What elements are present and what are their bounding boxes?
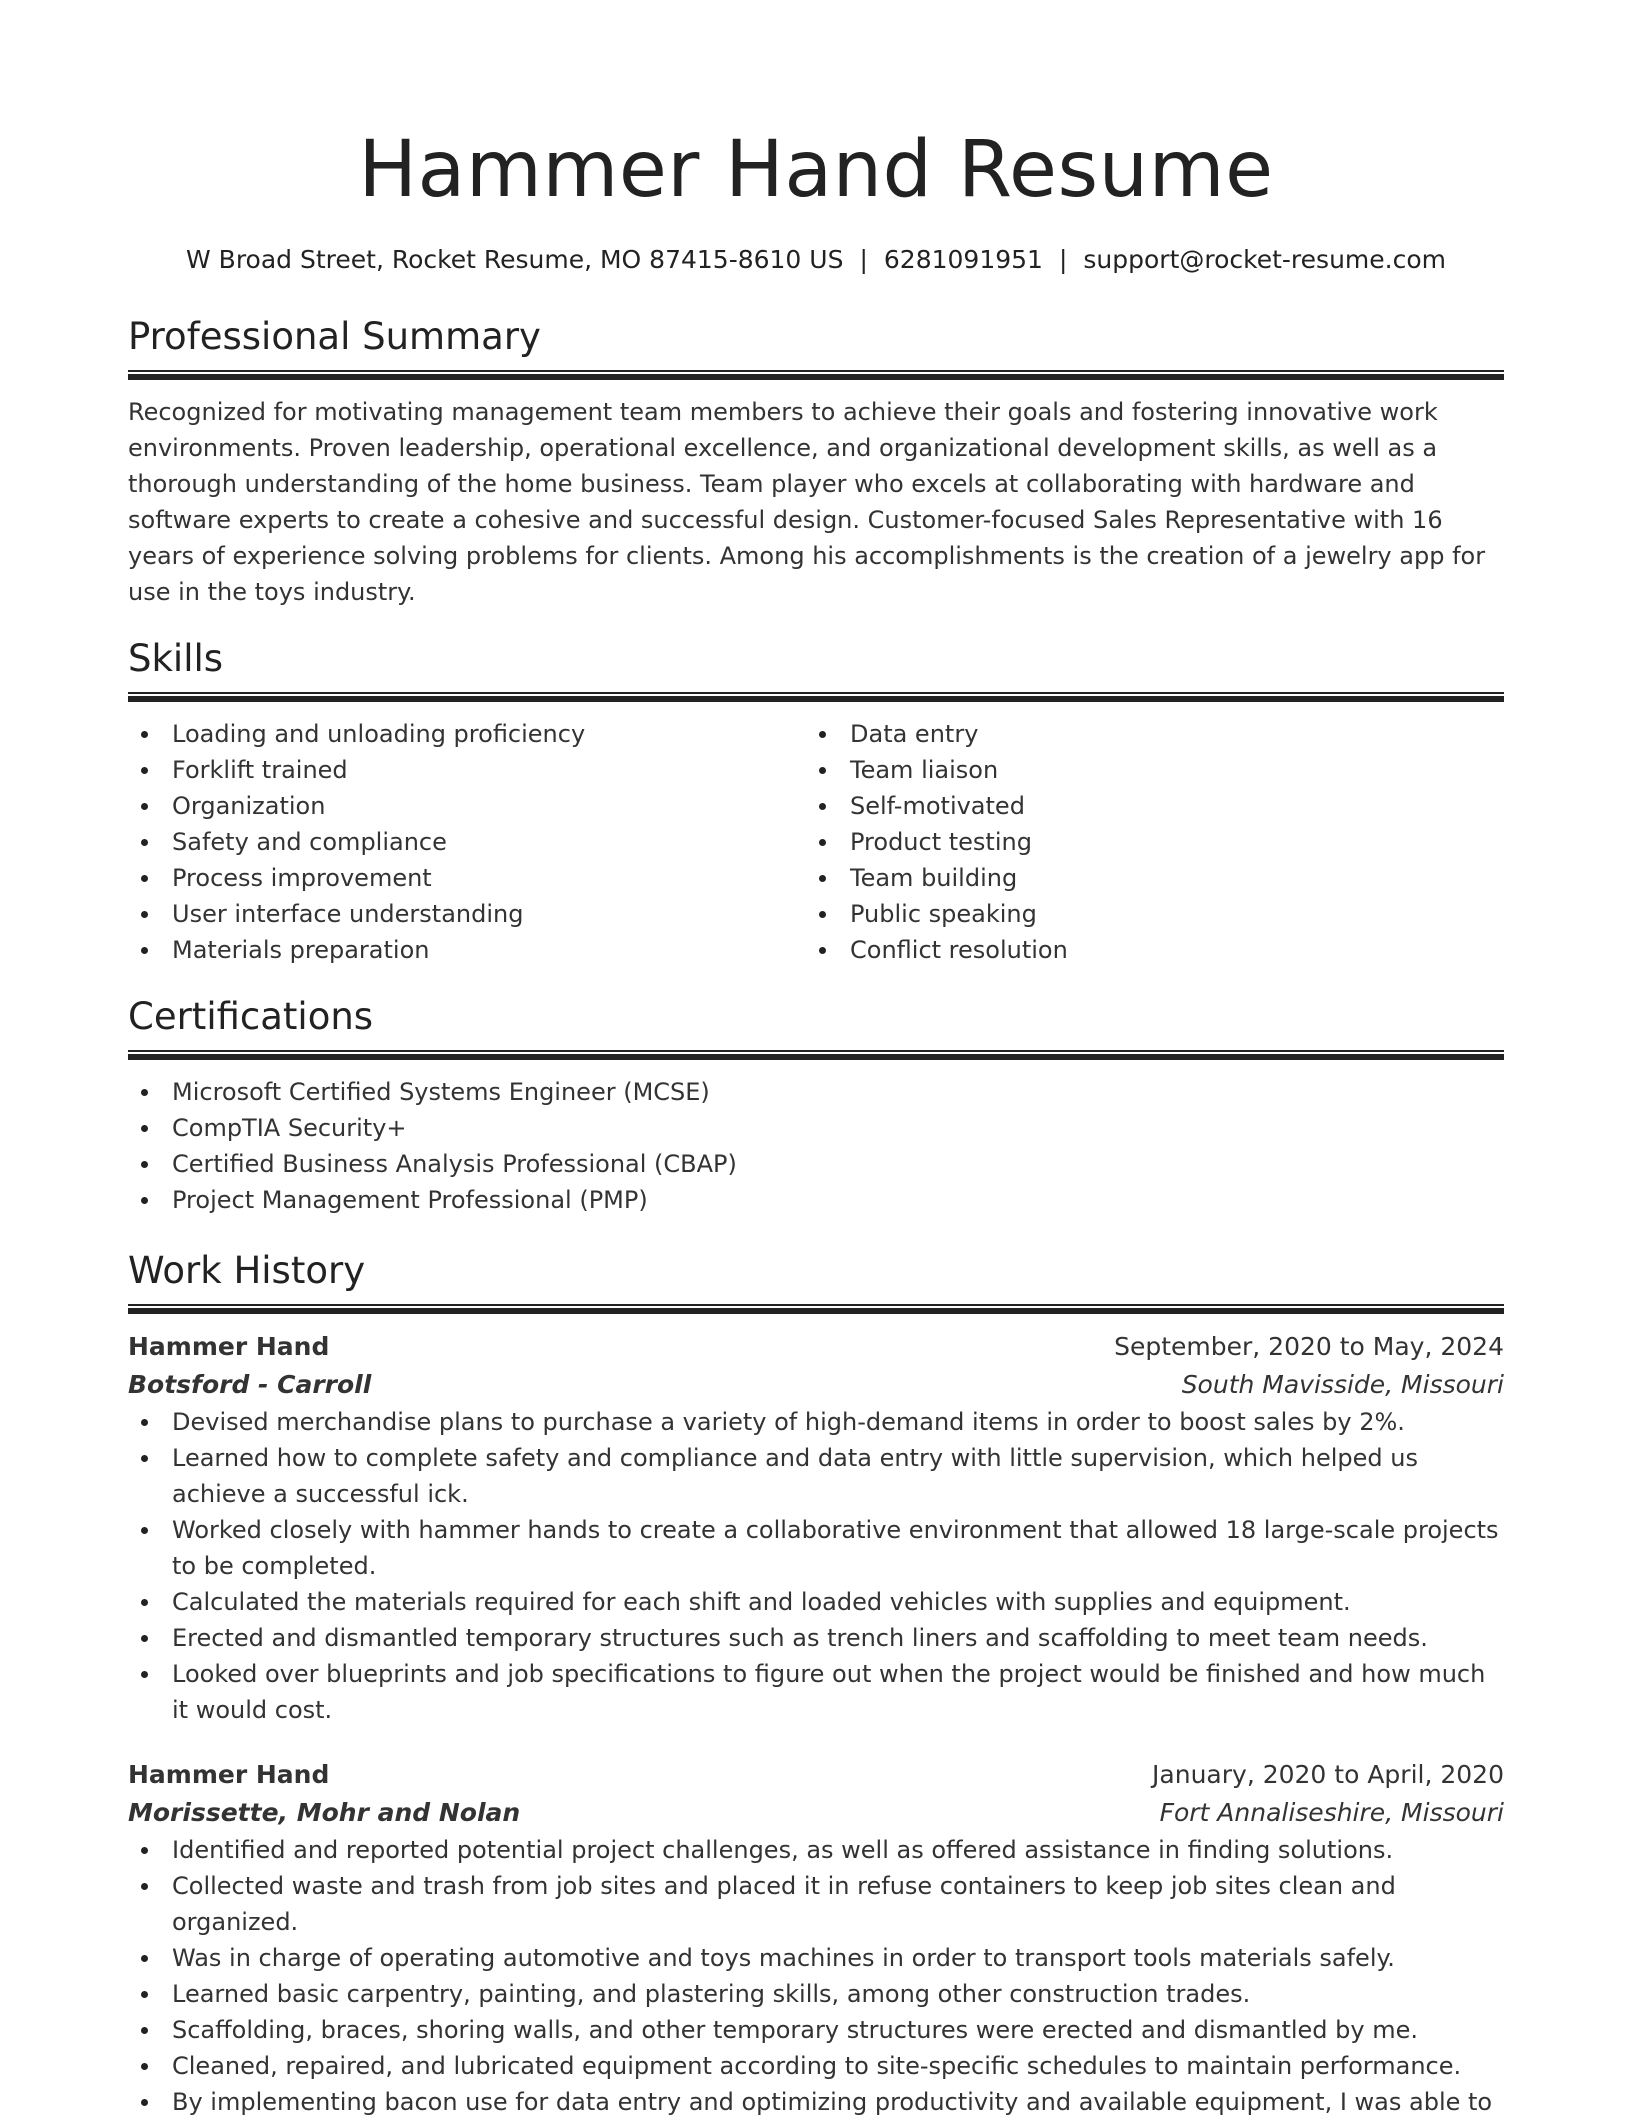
job-title: Hammer Hand bbox=[128, 1760, 330, 1789]
skill-item: Safety and compliance bbox=[128, 824, 806, 860]
skill-item: Self-motivated bbox=[806, 788, 1484, 824]
job-company: Botsford - Carroll bbox=[128, 1370, 372, 1399]
section-divider bbox=[128, 370, 1504, 380]
work-history-section bbox=[128, 1248, 1504, 2120]
summary-section bbox=[128, 314, 1504, 610]
skill-item: Public speaking bbox=[806, 896, 1484, 932]
certifications-list bbox=[128, 1074, 1504, 1218]
skill-item: Conflict resolution bbox=[806, 932, 1484, 968]
job-duty-item: Learned how to complete safety and compliance and data entry with little supervision, which helped us achieve a successful ick. bbox=[128, 1440, 1504, 1512]
job-entry bbox=[128, 1756, 1504, 2120]
job-header-row bbox=[128, 1328, 1504, 1366]
skill-item: Forklift trained bbox=[128, 752, 806, 788]
job-duties-list bbox=[128, 1404, 1504, 1728]
job-duty-item: Worked closely with hammer hands to create a collaborative environment that allowed 18 large-scale projects to be completed. bbox=[128, 1512, 1504, 1584]
job-duty-item: Identified and reported potential project challenges, as well as offered assistance in finding solutions. bbox=[128, 1832, 1504, 1868]
section-divider bbox=[128, 1050, 1504, 1060]
skills-list-left bbox=[128, 716, 806, 968]
job-duty-item: Collected waste and trash from job sites and placed it in refuse containers to keep job sites clean and organized. bbox=[128, 1868, 1504, 1940]
job-header-row bbox=[128, 1756, 1504, 1794]
section-title-certifications: Certifications bbox=[128, 995, 374, 1038]
skill-item: Team building bbox=[806, 860, 1484, 896]
contact-phone: 6281091951 bbox=[883, 245, 1043, 274]
job-duty-item: Was in charge of operating automotive and toys machines in order to transport tools materials safely. bbox=[128, 1940, 1504, 1976]
contact-separator: | bbox=[859, 245, 868, 274]
certifications-section bbox=[128, 994, 1504, 1218]
skills-grid bbox=[128, 716, 1504, 968]
job-duty-item: Scaffolding, braces, shoring walls, and other temporary structures were erected and dismantled by me. bbox=[128, 2012, 1504, 2048]
certification-item: Project Management Professional (PMP) bbox=[128, 1182, 1504, 1218]
section-title-summary: Professional Summary bbox=[128, 315, 541, 358]
contact-separator: | bbox=[1058, 245, 1068, 274]
skills-list-right bbox=[806, 716, 1484, 968]
job-duty-item: Erected and dismantled temporary structures such as trench liners and scaffolding to meet team needs. bbox=[128, 1620, 1504, 1656]
job-duty-item: By implementing bacon use for data entry and optimizing productivity and available equipment, I was able to bbox=[128, 2084, 1504, 2120]
section-divider bbox=[128, 692, 1504, 702]
section-title-skills: Skills bbox=[128, 637, 224, 680]
job-dates: January, 2020 to April, 2020 bbox=[1152, 1760, 1504, 1789]
skill-item: Process improvement bbox=[128, 860, 806, 896]
skill-item: Data entry bbox=[806, 716, 1484, 752]
job-duty-item: Learned basic carpentry, painting, and plastering skills, among other construction trades. bbox=[128, 1976, 1504, 2012]
contact-email: support@rocket-resume.com bbox=[1083, 245, 1446, 274]
contact-line bbox=[128, 244, 1504, 276]
skill-item: Team liaison bbox=[806, 752, 1484, 788]
skills-section bbox=[128, 636, 1504, 968]
job-entry bbox=[128, 1328, 1504, 1728]
certification-item: CompTIA Security+ bbox=[128, 1110, 1504, 1146]
certification-item: Microsoft Certified Systems Engineer (MCSE) bbox=[128, 1074, 1504, 1110]
job-location: South Mavisside, Missouri bbox=[1181, 1370, 1504, 1399]
job-company: Morissette, Mohr and Nolan bbox=[128, 1798, 521, 1827]
certification-item: Certified Business Analysis Professional (CBAP) bbox=[128, 1146, 1504, 1182]
resume-page bbox=[128, 0, 1504, 2120]
job-location: Fort Annaliseshire, Missouri bbox=[1159, 1798, 1504, 1827]
skill-item: User interface understanding bbox=[128, 896, 806, 932]
contact-address: W Broad Street, Rocket Resume, MO 87415-8610 US bbox=[186, 245, 844, 274]
job-title: Hammer Hand bbox=[128, 1332, 330, 1361]
job-duty-item: Devised merchandise plans to purchase a variety of high-demand items in order to boost sales by 2%. bbox=[128, 1404, 1504, 1440]
skill-item: Materials preparation bbox=[128, 932, 806, 968]
skill-item: Product testing bbox=[806, 824, 1484, 860]
job-subheader-row bbox=[128, 1366, 1504, 1404]
job-duty-item: Cleaned, repaired, and lubricated equipment according to site-specific schedules to maintain performance. bbox=[128, 2048, 1504, 2084]
job-subheader-row bbox=[128, 1794, 1504, 1832]
skill-item: Organization bbox=[128, 788, 806, 824]
job-duty-item: Calculated the materials required for each shift and loaded vehicles with supplies and equipment. bbox=[128, 1584, 1504, 1620]
section-title-work-history: Work History bbox=[128, 1249, 366, 1292]
section-divider bbox=[128, 1304, 1504, 1314]
job-duty-item: Looked over blueprints and job specifications to figure out when the project would be finished and how much it would cost. bbox=[128, 1656, 1504, 1728]
job-dates: September, 2020 to May, 2024 bbox=[1114, 1332, 1504, 1361]
job-duties-list bbox=[128, 1832, 1504, 2120]
resume-title: Hammer Hand Resume bbox=[358, 125, 1274, 215]
skill-item: Loading and unloading proficiency bbox=[128, 716, 806, 752]
summary-text: Recognized for motivating management team members to achieve their goals and fostering innovative work environments. Proven leadership, operational excellence, and organizational development skills, as well as a thorough understanding of the home business. Team player who excels at collaborating with hardware and software experts to create a cohesive and successful design. Customer-focused Sales Representative with 16 years of experience solving problems for clients. Among his accomplishments is the creation of a jewelry app for use in the toys industry. bbox=[128, 398, 1486, 606]
